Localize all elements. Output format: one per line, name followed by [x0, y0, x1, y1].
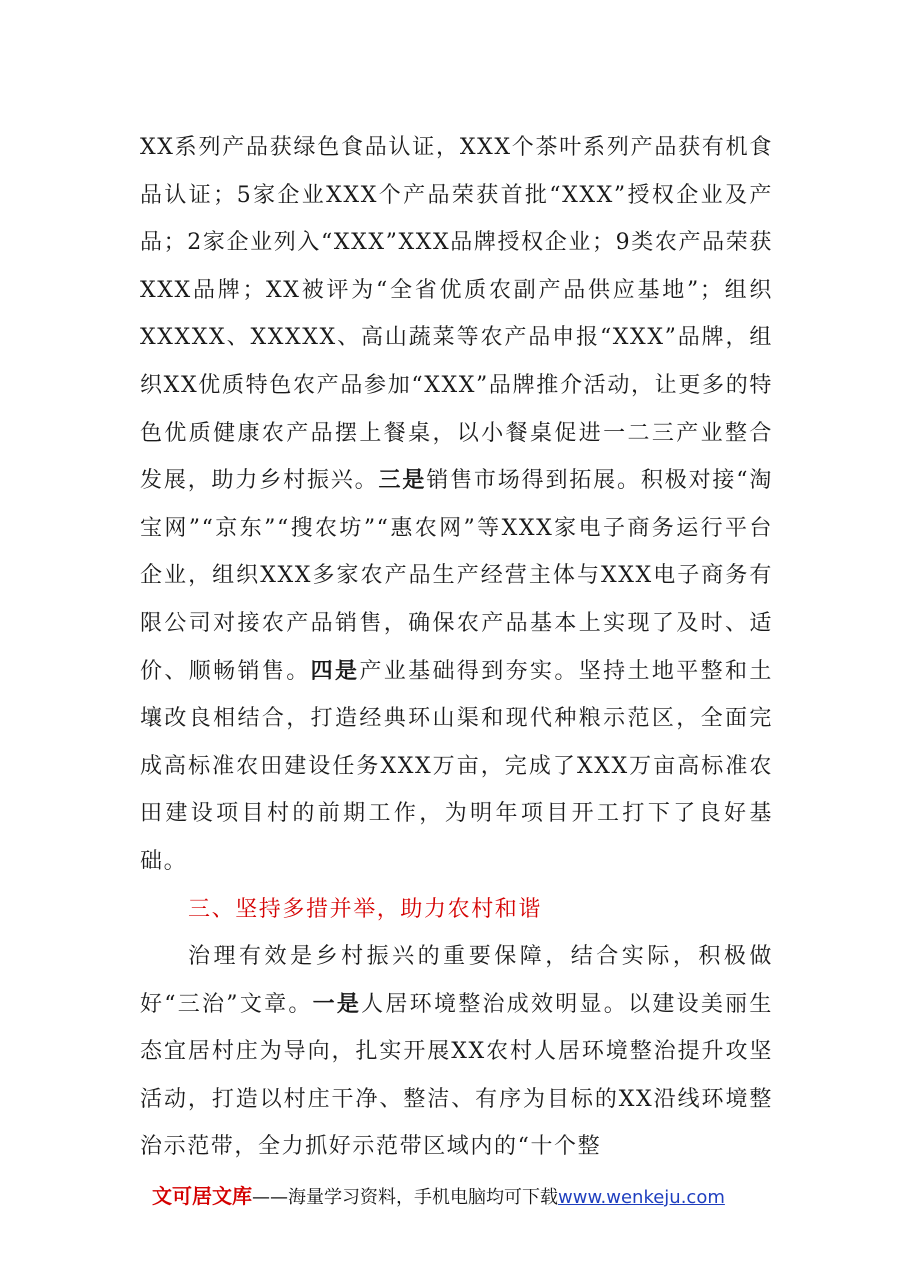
footer-description: ——海量学习资料，手机电脑均可下载 [252, 1187, 558, 1208]
paragraph-text: 产业基础得到夯实。坚持土地平整和土壤改良相结合，打造经典环山渠和现代种粮示范区，全面完成高标准农田建设任务XXX万亩，完成了XXX万亩高标准农田建设项目村的前期工作，为明年项目开工打下了良好基础。 [140, 658, 774, 874]
footer-brand: 文可居文库 [152, 1184, 252, 1208]
bold-marker-four: 四是 [310, 657, 360, 684]
paragraph-text: 销售市场得到拓展。积极对接“淘宝网”“京东”“搜农坊”“惠农网”等XXX家电子商务运行平台企业，组织XXX多家农产品生产经营主体与XXX电子商务有限公司对接农产品销售，确保农产品基本上实现了及时、适价、顺畅销售。 [140, 468, 773, 684]
section-heading: 三、坚持多措并举，助力农村和谐 [188, 896, 543, 922]
paragraph-governance [140, 933, 773, 1171]
paragraph-text: 治理有效是乡村振兴的重要保障，结合实际，积极做好“三治”文章。 [140, 944, 773, 1017]
bold-marker-three: 三是 [378, 467, 427, 494]
document-body [140, 124, 773, 1171]
paragraph-text: XX系列产品获绿色食品认证，XXX个茶叶系列产品获有机食品认证；5家企业XXX个产品荣获首批“XXX”授权企业及产品；2家企业列入“XXX”XXX品牌授权企业；9类农产品荣获XXX品牌；XX被评为“全省优质农副产品供应基地”；组织XXXXX、XXXXX、高山蔬菜等农产品申报“XXX”品牌，组织XX优质特色农产品参加“XXX”品牌推介活动，让更多的特色优质健康农产品摆上餐桌，以小餐桌促进一二三产业整合发展，助力乡村振兴。 [140, 135, 773, 494]
footer-website-link[interactable]: www.wenkeju.com [558, 1187, 725, 1208]
paragraph-agri-products [140, 124, 773, 886]
bold-marker-one: 一是 [312, 990, 362, 1017]
paragraph-text: 人居环境整治成效明显。以建设美丽生态宜居村庄为导向，扎实开展XX农村人居环境整治提升攻坚活动，打造以村庄干净、整洁、有序为目标的XX沿线环境整治示范带，全力抓好示范带区域内的“十个整 [140, 991, 774, 1160]
footer-banner [152, 1180, 772, 1214]
